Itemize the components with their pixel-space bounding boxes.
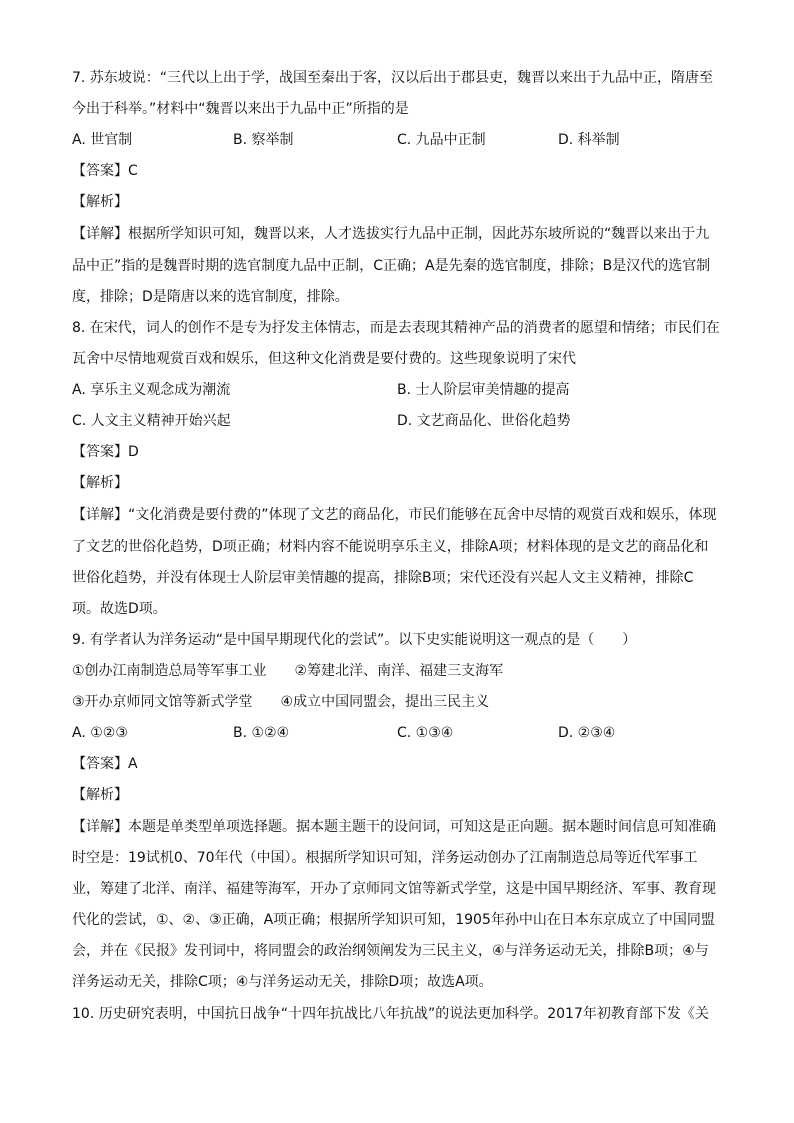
q9-detail-line4: 代化的尝试，①、②、③正确，A项正确；根据所学知识可知，1905年孙中山在日本东京成立了中国同盟 xyxy=(72,912,715,928)
q8-detail-line1: 【详解】“文化消费是要付费的”体现了文艺的商品化，市民们能够在瓦舍中尽情的观赏百戏和娱乐，体现 xyxy=(72,507,717,523)
q9-detail-line1: 【详解】本题是单类型单项选择题。据本题主题干的设问词，可知这是正向题。据本题时间信息可知准确 xyxy=(72,819,716,835)
q9-option-b: B. ①②④ xyxy=(233,725,290,741)
q7-option-a: A. 世官制 xyxy=(72,132,133,148)
q8-option-b: B. 士人阶层审美情趣的提高 xyxy=(397,382,570,398)
q8-detail-line2: 了文艺的世俗化趋势，D项正确；材料内容不能说明享乐主义，排除A项；材料体现的是文艺的商品化和 xyxy=(72,539,709,555)
q7-stem-line1: 7. 苏东坡说：“三代以上出于学，战国至秦出于客，汉以后出于郡县吏，魏晋以来出于九品中正，隋唐至 xyxy=(72,70,714,86)
q9-answer: 【答案】A xyxy=(72,756,138,772)
q7-detail-line3: 度，排除；D是隋唐以来的选官制度，排除。 xyxy=(72,289,349,305)
q9-items-line1: ①创办江南制造总局等军事工业 ②筹建北洋、南洋、福建三支海军 xyxy=(72,663,504,679)
q7-option-b: B. 察举制 xyxy=(233,132,294,148)
q9-detail-line2: 时空是：19试机0、70年代（中国）。根据所学知识可知，洋务运动创办了江南制造总局等近代军事工 xyxy=(72,850,698,866)
q8-detail-line4: 项。故选D项。 xyxy=(72,601,167,617)
q7-detail-line2: 品中正”指的是魏晋时期的选官制度九品中正制，C正确；A是先秦的选官制度，排除；B是汉代的选官制 xyxy=(72,258,711,274)
q7-stem-line2: 今出于科举。”材料中“魏晋以来出于九品中正”所指的是 xyxy=(72,101,409,117)
q8-detail-line3: 世俗化趋势，并没有体现士人阶层审美情趣的提高，排除B项；宋代还没有兴起人文主义精神，排除C xyxy=(72,570,694,586)
q8-analysis-label: 【解析】 xyxy=(72,475,128,491)
q9-stem: 9. 有学者认为洋务运动“是中国早期现代化的尝试”。以下史实能说明这一观点的是（ ） xyxy=(72,632,637,648)
q8-option-d: D. 文艺商品化、世俗化趋势 xyxy=(397,413,571,429)
q9-option-c: C. ①③④ xyxy=(397,725,454,741)
q8-stem-line2: 瓦舍中尽情地观赏百戏和娱乐，但这种文化消费是要付费的。这些现象说明了宋代 xyxy=(72,351,576,367)
q8-stem-line1: 8. 在宋代，词人的创作不是专为抒发主体情志，而是去表现其精神产品的消费者的愿望和情绪；市民们在 xyxy=(72,320,720,336)
q9-detail-line5: 会，并在《民报》发刊词中，将同盟会的政治纲领阐发为三民主义，④与洋务运动无关，排除B项；④与 xyxy=(72,943,709,959)
q9-detail-line6: 洋务运动无关，排除C项；④与洋务运动无关，排除D项；故选A项。 xyxy=(72,974,493,990)
q9-option-d: D. ②③④ xyxy=(558,725,616,741)
q8-option-a: A. 享乐主义观念成为潮流 xyxy=(72,382,231,398)
q9-option-a: A. ①②③ xyxy=(72,725,128,741)
q8-option-c: C. 人文主义精神开始兴起 xyxy=(72,413,231,429)
q7-answer: 【答案】C xyxy=(72,163,138,179)
q9-detail-line3: 业，筹建了北洋、南洋、福建等海军，开办了京师同文馆等新式学堂，这是中国早期经济、军事、教育现 xyxy=(72,881,716,897)
q10-stem-line1: 10. 历史研究表明，中国抗日战争“十四年抗战比八年抗战”的说法更加科学。2017年初教育部下发《关 xyxy=(72,1006,709,1022)
q8-answer: 【答案】D xyxy=(72,444,139,460)
q7-detail-line1: 【详解】根据所学知识可知，魏晋以来，人才选拔实行九品中正制，因此苏东坡所说的“魏晋以来出于九 xyxy=(72,226,710,242)
q7-option-c: C. 九品中正制 xyxy=(397,132,486,148)
q9-analysis-label: 【解析】 xyxy=(72,787,128,803)
q9-items-line2: ③开办京师同文馆等新式学堂 ④成立中国同盟会，提出三民主义 xyxy=(72,694,490,710)
q7-analysis-label: 【解析】 xyxy=(72,194,128,210)
q7-option-d: D. 科举制 xyxy=(558,132,620,148)
